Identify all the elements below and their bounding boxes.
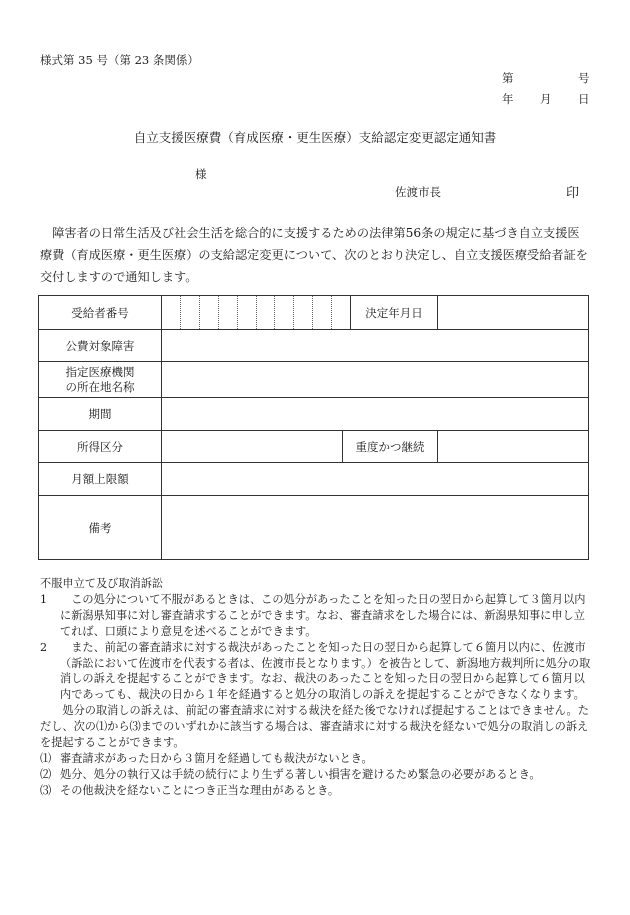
decision-date-label: 決定年月日 [351,296,438,330]
subitem-number: ⑴ [40,751,52,765]
intro-paragraph: 障害者の日常生活及び社会生活を総合的に支援するための法律第56条の規定に基づき自立支援医療費（育成医療・更生医療）の支給認定変更について、次のとおり決定し、自立支援医療受給者証を交付しますので通知します。 [40,226,588,284]
table-row [39,463,589,496]
institution-label-line2: の所在地名称 [65,379,135,394]
year-label: 年 [502,92,514,106]
severe-continuing-value [438,431,589,463]
document-date [502,91,588,105]
table-row [39,431,589,463]
item-number: 2 [40,640,48,654]
item-text: この処分について不服があるときは、この処分があったことを知った日の翌日から起算して３箇月以内に新潟県知事に対し審査請求することができます。なお、審査請求をした場合には、新潟県知事に申し立てれば、口頭により意見を述べることができます。 [60,592,586,638]
month-label: 月 [540,92,552,106]
covered-disability-value [162,330,589,362]
monthly-limit-label: 月額上限額 [39,463,162,496]
item-text: また、前記の審査請求に対する裁決があったことを知った日の翌日から起算して６箇月以内に、佐渡市（訴訟において佐渡市を代表する者は、佐渡市長となります。）を被告として、新潟地方裁判所に処分の取消しの訴えを提起することができます。なお、裁決のあったことを知った日の翌日から起算して６箇月以内であっても、裁決の日から１年を経過すると処分の取消しの訴えを提起することができなくなります。 [60,640,591,702]
appeal-heading: 不服申立て及び取消訴訟 [40,577,164,590]
number-prefix: 第 [502,71,514,85]
appeal-subitem [40,767,592,783]
table-row [39,296,589,330]
covered-disability-label: 公費対象障害 [39,330,162,362]
income-class-label: 所得区分 [39,431,162,463]
period-label: 期間 [39,398,162,431]
appeal-subitem [40,751,592,767]
item-number: 1 [40,592,48,606]
appeal-item [40,640,592,704]
appeal-subitem [40,783,592,799]
severe-continuing-label: 重度かつ継続 [342,431,437,462]
income-class-value [162,431,438,463]
subitem-text: 審査請求があった日から３箇月を経過しても裁決がないとき。 [60,751,373,765]
institution-label-line1: 指定医療機関 [65,364,135,379]
appeal-section [40,576,592,799]
day-label: 日 [578,92,590,106]
issuer-name: 佐渡市長 [395,185,441,199]
recipient-number-label: 受給者番号 [39,296,162,330]
table-row [39,330,589,362]
addressee-suffix: 様 [195,167,207,181]
decision-date-value [438,296,589,330]
institution-value [162,362,589,398]
subitem-text: 処分、処分の執行又は手続の続行により生ずる著しい損害を避けるため緊急の必要があるとき。 [60,767,541,781]
period-value [162,398,589,431]
subitem-number: ⑵ [40,767,52,781]
appeal-paragraph: 処分の取消しの訴えは、前記の審査請求に対する裁決を経た後でなければ提起することはできません。ただし、次の⑴から⑶までのいずれかに該当する場合は、審査請求に対する裁決を経ないで処分の取消しの訴えを提起することができます。 [40,704,589,750]
remarks-value [162,496,589,560]
appeal-item [40,592,592,640]
remarks-label: 備考 [39,496,162,560]
monthly-limit-value [162,463,589,496]
recipient-number-cell [162,296,351,330]
subitem-text: その他裁決を経ないことにつき正当な理由があるとき。 [60,783,340,797]
institution-label [39,362,162,398]
document-title: 自立支援医療費（育成医療・更生医療）支給認定変更認定通知書 [133,130,497,145]
form-number: 様式第 35 号（第 23 条関係） [40,53,199,67]
subitem-number: ⑶ [40,783,52,797]
table-row [39,496,589,560]
document-number [502,70,588,84]
number-suffix: 号 [578,71,590,85]
info-table [38,295,589,560]
table-row [39,398,589,431]
table-row [39,362,589,398]
seal-mark: 印 [566,186,580,201]
